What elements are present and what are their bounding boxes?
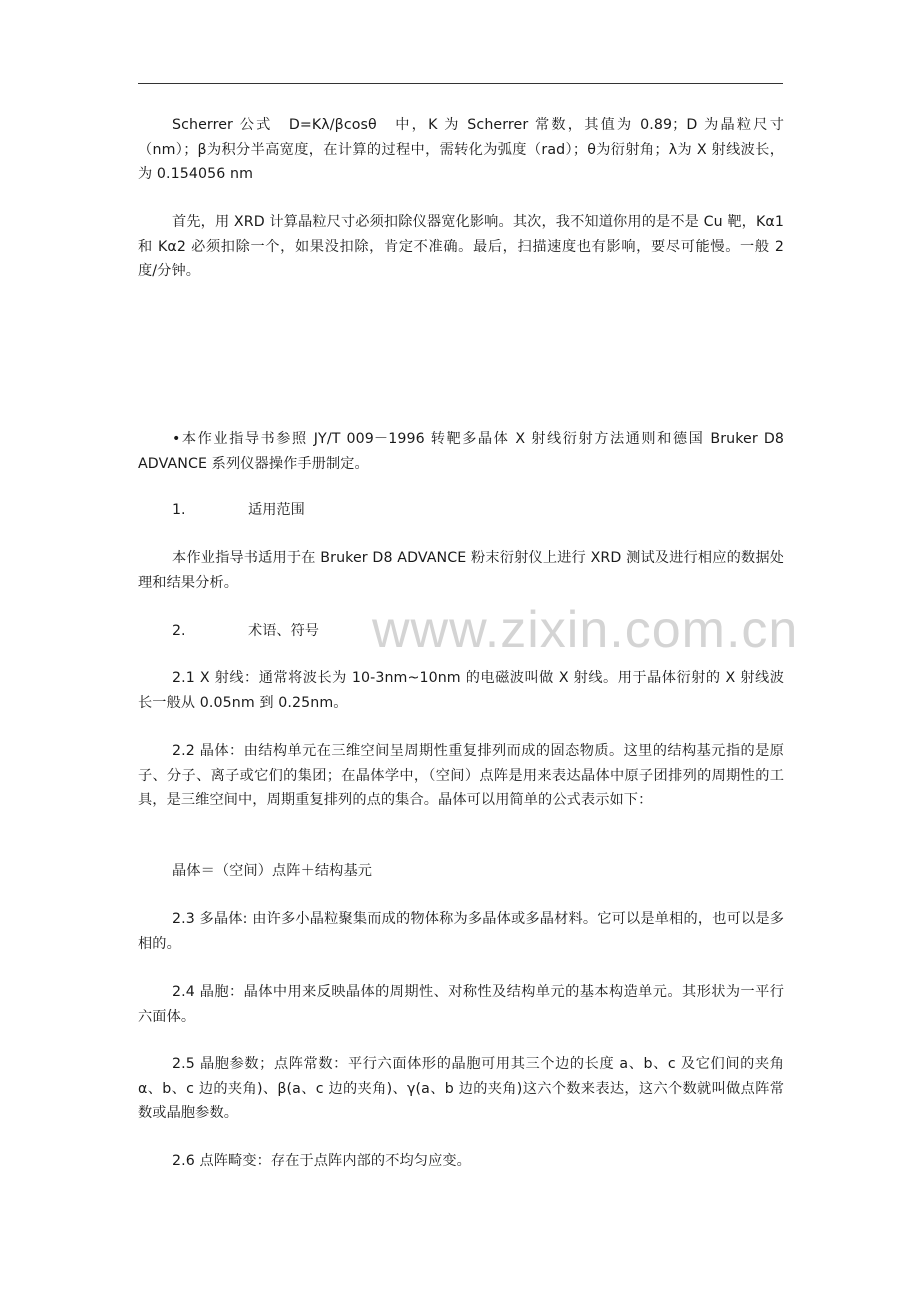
paragraph-xrd-notes: 首先，用 XRD 计算晶粒尺寸必须扣除仪器宽化影响。其次，我不知道你用的是不是 Cu 靶，Kα1 和 Kα2 必须扣除一个，如果没扣除，肯定不准确。最后，扫描速度也有影响，要尽可能慢。一般 2 度/分钟。 (138, 214, 784, 279)
header-rule (138, 83, 783, 84)
paragraph-lattice-params: 2.5 晶胞参数；点阵常数：平行六面体形的晶胞可用其三个边的长度 a、b、c 及它们间的夹角α、b、c 边的夹角)、β(a、c 边的夹角)、γ(a、b 边的夹角)这六个数来表达，这六个数就叫做点阵常数或晶胞参数。 (138, 1056, 784, 1121)
watermark: www.zixin.com.cn (372, 601, 799, 659)
section-heading-scope (172, 498, 305, 522)
paragraph-xray: 2.1 X 射线：通常将波长为 10-3nm~10nm 的电磁波叫做 X 射线。用于晶体衍射的 X 射线波长一般从 0.05nm 到 0.25nm。 (138, 670, 784, 711)
paragraph-formula: 晶体＝（空间）点阵＋结构基元 (172, 863, 373, 879)
paragraph-basis: •本作业指导书参照 JY/T 009－1996 转靶多晶体 X 射线衍射方法通则和德国 Bruker D8 ADVANCE 系列仪器操作手册制定。 (138, 431, 784, 472)
paragraph-crystal: 2.2 晶体：由结构单元在三维空间呈周期性重复排列而成的固态物质。这里的结构基元指的是原子、分子、离子或它们的集团；在晶体学中，（空间）点阵是用来表达晶体中原子团排列的周期性的工具，是三维空间中，周期重复排列的点的集合。晶体可以用简单的公式表示如下： (138, 743, 784, 808)
section-title: 适用范围 (248, 502, 305, 518)
section-title: 术语、符号 (248, 623, 319, 639)
paragraph-unit-cell: 2.4 晶胞：晶体中用来反映晶体的周期性、对称性及结构单元的基本构造单元。其形状为一平行六面体。 (138, 984, 784, 1025)
section-number: 2. (172, 623, 186, 639)
paragraph-polycrystal: 2.3 多晶体: 由许多小晶粒聚集而成的物体称为多晶体或多晶材料。它可以是单相的，也可以是多相的。 (138, 911, 784, 952)
section-heading-terms (172, 619, 319, 643)
paragraph-scope: 本作业指导书适用于在 Bruker D8 ADVANCE 粉末衍射仪上进行 XRD 测试及进行相应的数据处理和结果分析。 (138, 550, 784, 591)
paragraph-lattice-distortion: 2.6 点阵畸变：存在于点阵内部的不均匀应变。 (172, 1153, 471, 1169)
section-number: 1. (172, 502, 186, 518)
paragraph-scherrer: Scherrer 公式 D=Kλ/βcosθ 中，K 为 Scherrer 常数，其值为 0.89；D 为晶粒尺寸（nm）；β为积分半高宽度，在计算的过程中，需转化为弧度（rad）；θ为衍射角；λ为 X 射线波长，为 0.154056 nm (138, 117, 784, 182)
